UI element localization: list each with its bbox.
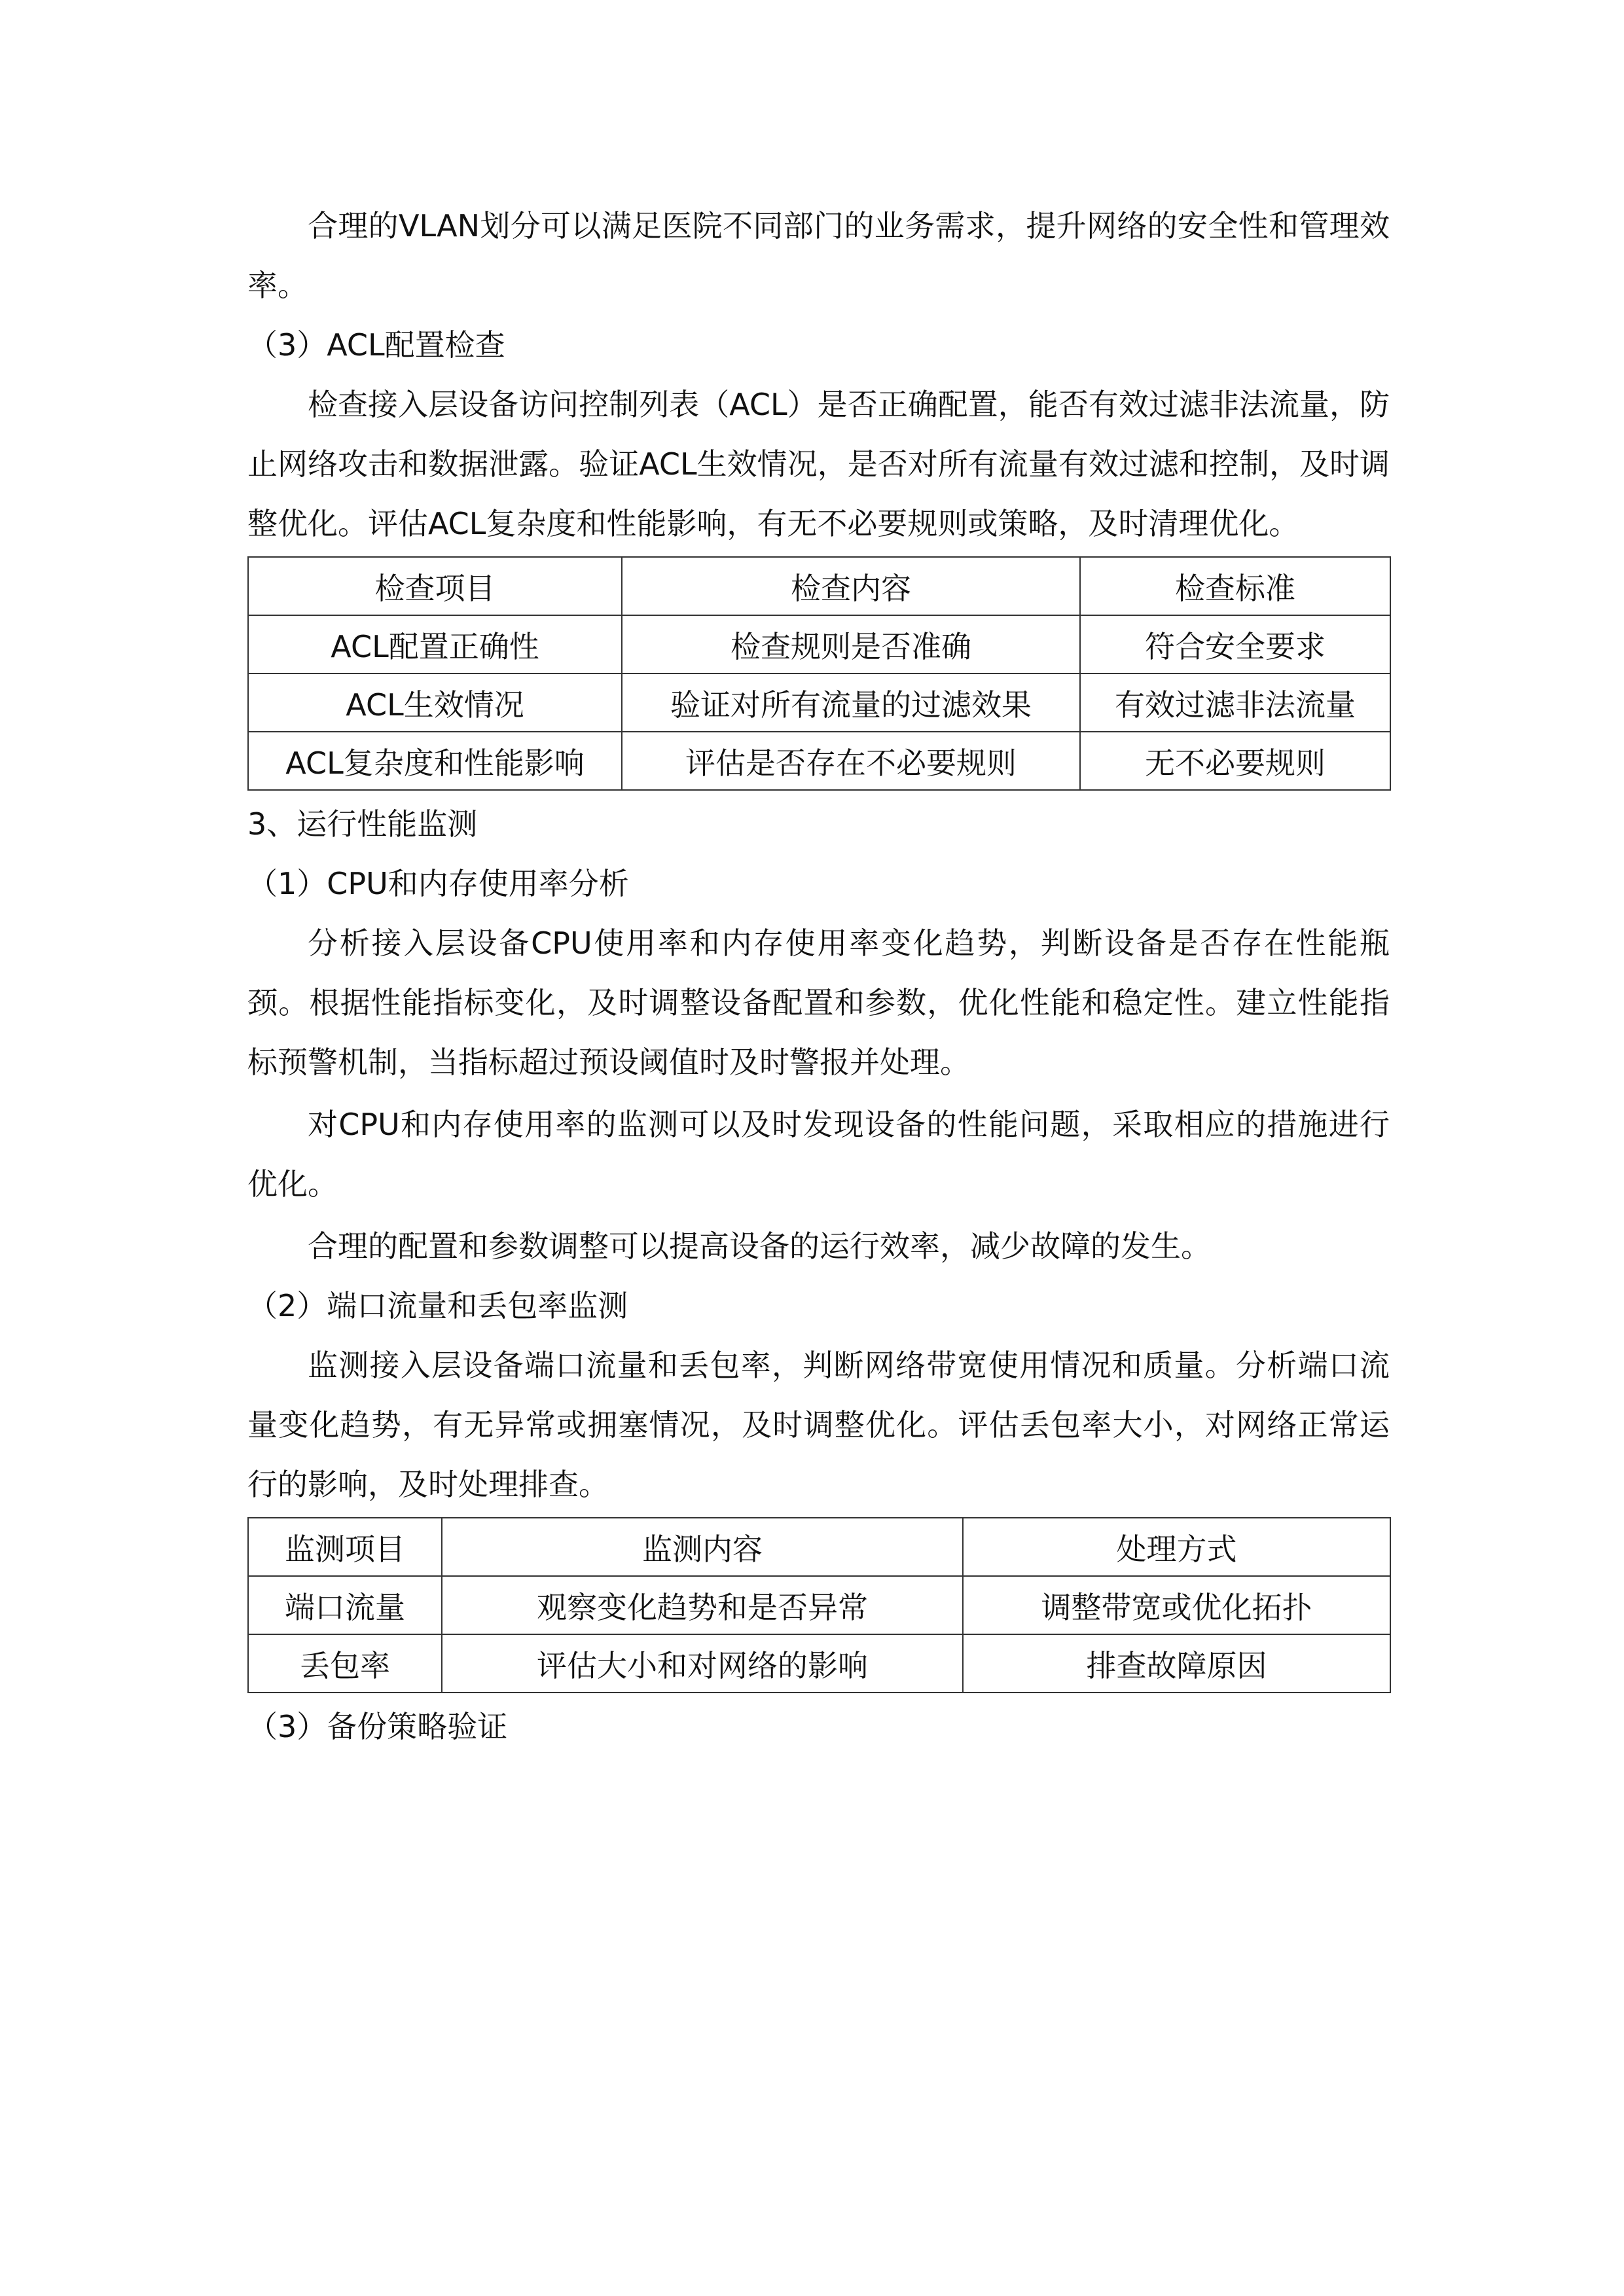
table-header-cell: 检查标准 <box>1080 557 1390 615</box>
table-row <box>248 615 1390 673</box>
port-traffic-heading: （2）端口流量和丢包率监测 <box>247 1288 628 1323</box>
table-cell: 评估大小和对网络的影响 <box>442 1634 963 1693</box>
table-header-cell: 监测内容 <box>442 1518 963 1576</box>
table-cell: 符合安全要求 <box>1080 615 1390 673</box>
table-row <box>248 673 1390 732</box>
backup-strategy-heading: （3）备份策略验证 <box>247 1709 508 1744</box>
acl-check-paragraph: 检查接入层设备访问控制列表（ACL）是否正确配置，能否有效过滤非法流量，防止网络攻击和数据泄露。验证ACL生效情况，是否对所有流量有效过滤和控制，及时调整优化。评估ACL复杂度和性能影响，有无不必要规则或策略，及时清理优化。 <box>247 387 1390 541</box>
vlan-summary-paragraph: 合理的VLAN划分可以满足医院不同部门的业务需求，提升网络的安全性和管理效率。 <box>247 208 1390 303</box>
acl-check-heading: （3）ACL配置检查 <box>247 327 505 363</box>
table-cell: 评估是否存在不必要规则 <box>622 732 1080 790</box>
table-cell: 验证对所有流量的过滤效果 <box>622 673 1080 732</box>
table-cell: 检查规则是否准确 <box>622 615 1080 673</box>
table-header-row <box>248 557 1390 615</box>
config-adjust-paragraph: 合理的配置和参数调整可以提高设备的运行效率，减少故障的发生。 <box>308 1229 1211 1264</box>
table-cell: ACL生效情况 <box>248 673 622 732</box>
document-content <box>247 196 1390 1757</box>
table-header-row <box>248 1518 1390 1576</box>
table-cell: 无不必要规则 <box>1080 732 1390 790</box>
table-header-cell: 检查项目 <box>248 557 622 615</box>
cpu-memory-heading: （1）CPU和内存使用率分析 <box>247 866 629 901</box>
table-header-cell: 检查内容 <box>622 557 1080 615</box>
table-cell: 端口流量 <box>248 1576 442 1634</box>
table-cell: 排查故障原因 <box>963 1634 1390 1693</box>
port-monitor-table <box>247 1517 1391 1693</box>
cpu-memory-paragraph: 分析接入层设备CPU使用率和内存使用率变化趋势，判断设备是否存在性能瓶颈。根据性能指标变化，及时调整设备配置和参数，优化性能和稳定性。建立性能指标预警机制，当指标超过预设阈值时及时警报并处理。 <box>247 925 1390 1080</box>
table-cell: ACL配置正确性 <box>248 615 622 673</box>
table-row <box>248 1634 1390 1693</box>
table-cell: 观察变化趋势和是否异常 <box>442 1576 963 1634</box>
cpu-monitor-paragraph: 对CPU和内存使用率的监测可以及时发现设备的性能问题，采取相应的措施进行优化。 <box>247 1107 1390 1202</box>
table-row <box>248 732 1390 790</box>
acl-check-table <box>247 556 1391 791</box>
table-cell: ACL复杂度和性能影响 <box>248 732 622 790</box>
table-header-cell: 处理方式 <box>963 1518 1390 1576</box>
table-cell: 调整带宽或优化拓扑 <box>963 1576 1390 1634</box>
port-traffic-paragraph: 监测接入层设备端口流量和丢包率，判断网络带宽使用情况和质量。分析端口流量变化趋势，有无异常或拥塞情况，及时调整优化。评估丢包率大小，对网络正常运行的影响，及时处理排查。 <box>247 1348 1390 1502</box>
table-row <box>248 1576 1390 1634</box>
table-header-cell: 监测项目 <box>248 1518 442 1576</box>
table-cell: 丢包率 <box>248 1634 442 1693</box>
table-cell: 有效过滤非法流量 <box>1080 673 1390 732</box>
performance-section-heading: 3、运行性能监测 <box>247 806 478 842</box>
